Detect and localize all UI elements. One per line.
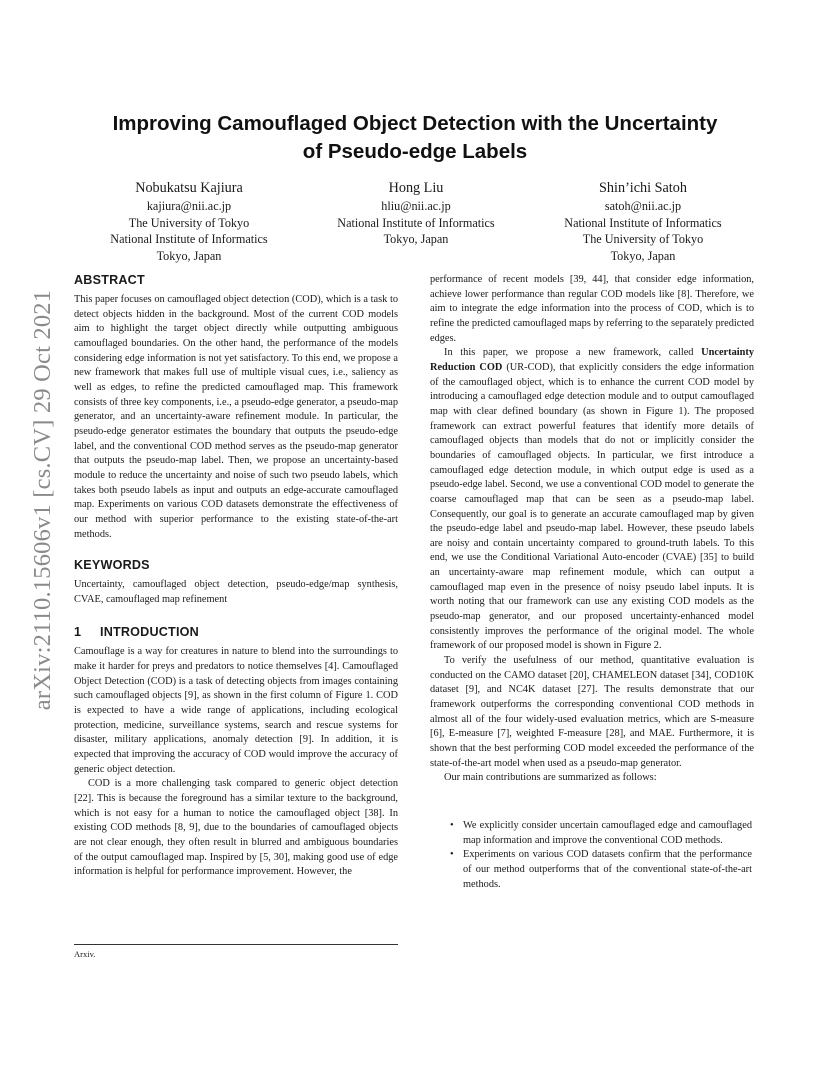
author-location: Tokyo, Japan xyxy=(383,232,449,246)
author-3 xyxy=(530,178,756,264)
author-affiliation: National Institute of Informatics xyxy=(564,215,722,230)
author-affiliation: The University of Tokyo xyxy=(128,215,250,230)
list-item-text: We explicitly consider uncertain camouflaged edge and camouflaged map information and improve the conventional COD methods. xyxy=(463,819,752,846)
intro-paragraph-3 xyxy=(430,346,754,654)
arxiv-id: arXiv:2110.15606v1 [cs.CV] 29 Oct 2021 xyxy=(29,289,57,711)
author-name: Hong Liu xyxy=(388,180,444,196)
author-affiliation: National Institute of Informatics xyxy=(110,232,268,246)
section-heading-introduction xyxy=(74,624,398,640)
arxiv-identifier-stamp xyxy=(26,290,60,710)
paragraph-text: In this paper, we propose a new framework, called xyxy=(444,347,702,359)
author-affiliation: National Institute of Informatics xyxy=(337,215,495,230)
footer-divider xyxy=(74,944,398,945)
right-column xyxy=(430,273,754,892)
list-item xyxy=(430,848,754,892)
author-affiliation: The University of Tokyo xyxy=(582,232,704,246)
title-line-2: of Pseudo-edge Labels xyxy=(302,140,528,163)
author-name: Shin’ichi Satoh xyxy=(599,180,687,196)
intro-paragraph-1: Camouflage is a way for creatures in nature to blend into the surroundings to make it harder for preys and predators to notice themselves [4]. Camouflaged Object Detection (COD) is a task of detecting objects from images containing such camouflaged objects [9], as shown in the first column of Figure 1. COD is expected to have a wide range of applications, including ecological protection, medicine, surveillance systems, search and rescue systems for disaster, military applications, anomaly detection [9]. In addition, it is expected that improving the accuracy of COD would improve the accuracy of generic object detection. xyxy=(74,646,398,775)
keywords-heading: KEYWORDS xyxy=(74,558,150,573)
bullet-marker: • xyxy=(450,849,454,861)
contributions-list xyxy=(430,819,754,892)
title-line-1: Improving Camouflaged Object Detection with the Uncertainty xyxy=(112,112,718,135)
author-email: kajiura@nii.ac.jp xyxy=(146,199,232,213)
section-title: INTRODUCTION xyxy=(100,625,199,640)
list-item-text: Experiments on various COD datasets confirm that the performance of our method outperforms that of the conventional state-of-the-art methods. xyxy=(463,849,752,890)
left-column xyxy=(74,272,398,880)
bullet-marker: • xyxy=(450,819,454,831)
author-1 xyxy=(76,178,302,264)
paper-title xyxy=(70,110,760,166)
author-2 xyxy=(303,178,529,264)
author-location: Tokyo, Japan xyxy=(610,248,676,263)
author-name: Nobukatsu Kajiura xyxy=(135,180,243,196)
author-block xyxy=(76,178,756,264)
paragraph-text: (UR-COD), that explicitly considers the edge information of the camouflaged object, which is to enhance the current COD model by introducing a camouflaged edge detection module and to output camouflaged map with clear defined boundary (as shown in Figure 1). The proposed framework can extract powerful features that identify more details of camouflaged objects than models that do not or implicitly consider the boundaries of camouflaged objects. In particular, we first introduce a camouflaged edge detection module, in which output edge is used as a pseudo-edge label. Second, we use a conventional COD model to generate the coarse camouflaged map that can be seen as a pseudo-map label. Consequently, our goal is to generate an accurate camouflaged map by given the pseudo-edge label and pseudo-map label. However, these pseudo labels are noisy and contain uncertainty compared to ground-truth labels. To this end, we use the Conditional Variational Auto-encoder (CVAE) [35] to build an uncertainty-aware map refinement module, which can output a camouflaged map even in the presence of noisy pseudo label inputs. It is worth noting that our framework can use any existing COD models as the pseudo-map generator, and our proposed uncertainty-enhanced model consistently improves the performance of the original model. The whole framework of our proposed model is shown in Figure 2. xyxy=(430,361,754,652)
author-location: Tokyo, Japan xyxy=(156,248,222,263)
intro-paragraph-2-continued: performance of recent models [39, 44], that consider edge information, achieve lower performance than regular COD models like [8]. Therefore, we aim to integrate the edge information into the process of COD, which is to refine the predicted camouflaged maps by referring to the separately predicted edges. xyxy=(430,274,754,344)
author-email: satoh@nii.ac.jp xyxy=(604,199,682,213)
intro-paragraph-5: Our main contributions are summarized as follows: xyxy=(444,772,657,784)
intro-paragraph-2: COD is a more challenging task compared to generic object detection [22]. This is because the foreground has a similar texture to the background, which is not easy for a human to notice the camouflaged object [38]. In existing COD methods [8, 9], due to the boundaries of camouflaged objects are not clear enough, they often result in blurred and ambiguous boundaries of the output camouflaged map. Inspired by [5, 30], making good use of edge information is helpful for performance improvement. However, the xyxy=(74,778,398,878)
list-item xyxy=(430,819,754,848)
abstract-text: This paper focuses on camouflaged object detection (COD), which is a task to detect objects hidden in the background. Most of the current COD models aim to highlight the target object directly while outputting ambiguous camouflaged boundaries. On the other hand, the performance of the models considering edge information is not yet satisfactory. To this end, we propose a new framework that makes full use of multiple visual cues, i.e., saliency as well as edges, to refine the predicted camouflaged map. This framework consists of three key components, i.e., a pseudo-edge generator, a pseudo-map generator, and an uncertainty-aware refinement module. In particular, the pseudo-edge generator estimates the boundary that outputs the pseudo-edge label, and the conventional COD method serves as the pseudo-map generator that outputs the pseudo-map label. Then, we propose an uncertainty-based module to reduce the uncertainty and noise of such two pseudo labels, which takes both pseudo labels as input and outputs an edge-accurate camouflaged map. Experiments on various COD datasets demonstrate the effectiveness of our method with superior performance to the existing state-of-the-art methods. xyxy=(74,294,398,540)
method-name: Uncertainty Reduction COD xyxy=(430,347,754,373)
footer-venue: Arxiv. xyxy=(74,949,96,959)
keywords-text: Uncertainty, camouflaged object detection, pseudo-edge/map synthesis, CVAE, camouflaged map refinement xyxy=(74,579,398,605)
intro-paragraph-4: To verify the usefulness of our method, quantitative evaluation is conducted on the CAMO dataset [20], CHAMELEON dataset [34], COD10K dataset [9], and NC4K dataset [27]. The results demonstrate that our framework outperforms the corresponding conventional COD methods in almost all of the four widely-used evaluation metrics, which are S-measure [6], E-measure [7], weighted F-measure [28], and MAE. Furthermore, it is shown that the best performing COD model exceeded the performance of the state-of-the-art model when used as a pseudo-map generator. xyxy=(430,655,754,769)
author-email: hliu@nii.ac.jp xyxy=(381,199,451,213)
abstract-heading: ABSTRACT xyxy=(74,273,145,287)
section-number: 1 xyxy=(74,625,82,640)
